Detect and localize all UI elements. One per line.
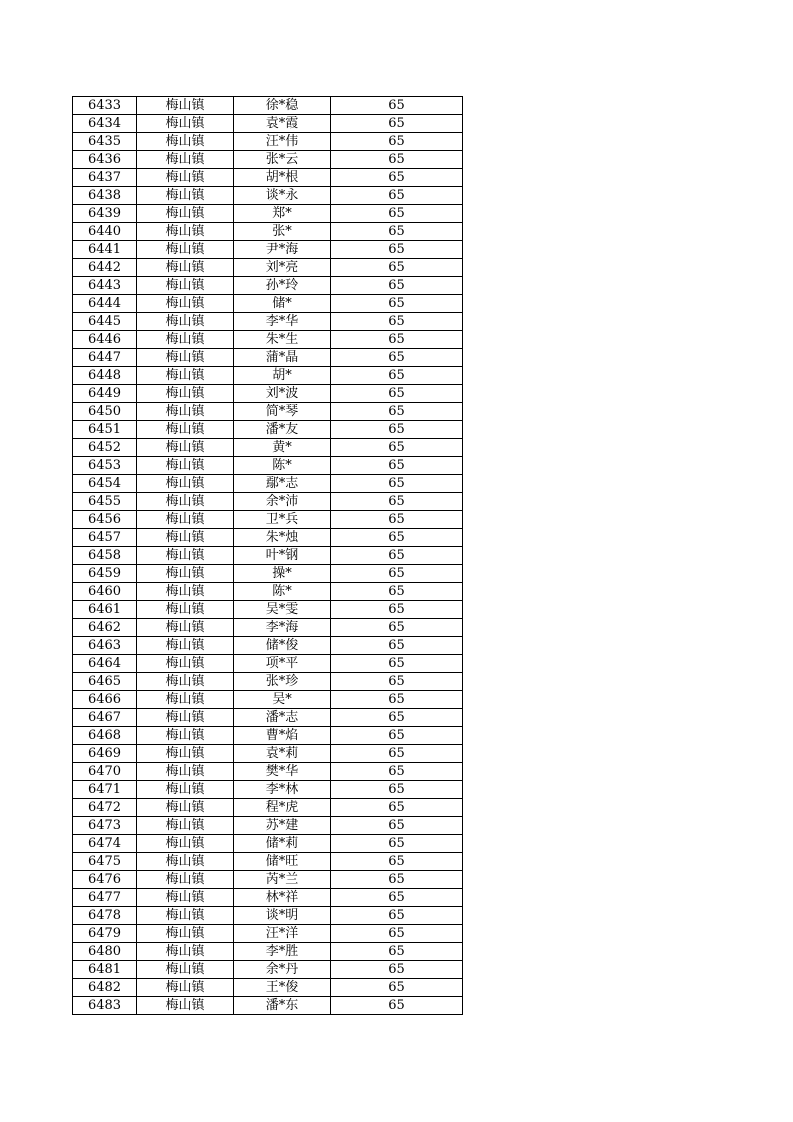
row-number-cell: 6463	[73, 637, 137, 655]
row-number-cell: 6456	[73, 511, 137, 529]
row-number-cell: 6443	[73, 277, 137, 295]
town-cell: 梅山镇	[137, 457, 234, 475]
amount-cell: 65	[331, 493, 463, 511]
row-number-cell: 6433	[73, 97, 137, 115]
table-row	[73, 133, 463, 151]
table-row	[73, 601, 463, 619]
name-cell: 刘*亮	[234, 259, 331, 277]
town-cell: 梅山镇	[137, 637, 234, 655]
town-cell: 梅山镇	[137, 565, 234, 583]
town-cell: 梅山镇	[137, 673, 234, 691]
town-cell: 梅山镇	[137, 745, 234, 763]
name-cell: 项*平	[234, 655, 331, 673]
amount-cell: 65	[331, 943, 463, 961]
town-cell: 梅山镇	[137, 583, 234, 601]
row-number-cell: 6480	[73, 943, 137, 961]
name-cell: 吴*	[234, 691, 331, 709]
table-row	[73, 799, 463, 817]
name-cell: 郑*	[234, 205, 331, 223]
row-number-cell: 6444	[73, 295, 137, 313]
table-row	[73, 385, 463, 403]
table-row	[73, 97, 463, 115]
table-row	[73, 403, 463, 421]
row-number-cell: 6475	[73, 853, 137, 871]
name-cell: 李*华	[234, 313, 331, 331]
town-cell: 梅山镇	[137, 169, 234, 187]
row-number-cell: 6459	[73, 565, 137, 583]
row-number-cell: 6442	[73, 259, 137, 277]
name-cell: 黄*	[234, 439, 331, 457]
town-cell: 梅山镇	[137, 511, 234, 529]
name-cell: 芮*兰	[234, 871, 331, 889]
table-row	[73, 565, 463, 583]
name-cell: 徐*稳	[234, 97, 331, 115]
town-cell: 梅山镇	[137, 133, 234, 151]
amount-cell: 65	[331, 223, 463, 241]
name-cell: 刘*波	[234, 385, 331, 403]
town-cell: 梅山镇	[137, 853, 234, 871]
row-number-cell: 6470	[73, 763, 137, 781]
town-cell: 梅山镇	[137, 151, 234, 169]
row-number-cell: 6451	[73, 421, 137, 439]
row-number-cell: 6445	[73, 313, 137, 331]
town-cell: 梅山镇	[137, 547, 234, 565]
table-row	[73, 871, 463, 889]
town-cell: 梅山镇	[137, 979, 234, 997]
amount-cell: 65	[331, 835, 463, 853]
amount-cell: 65	[331, 601, 463, 619]
table-row	[73, 115, 463, 133]
name-cell: 储*莉	[234, 835, 331, 853]
amount-cell: 65	[331, 673, 463, 691]
town-cell: 梅山镇	[137, 943, 234, 961]
name-cell: 余*丹	[234, 961, 331, 979]
table-row	[73, 727, 463, 745]
row-number-cell: 6438	[73, 187, 137, 205]
name-cell: 樊*华	[234, 763, 331, 781]
town-cell: 梅山镇	[137, 295, 234, 313]
amount-cell: 65	[331, 439, 463, 457]
table-row	[73, 781, 463, 799]
name-cell: 林*祥	[234, 889, 331, 907]
row-number-cell: 6474	[73, 835, 137, 853]
name-cell: 李*海	[234, 619, 331, 637]
amount-cell: 65	[331, 295, 463, 313]
table-row	[73, 241, 463, 259]
table-row	[73, 475, 463, 493]
row-number-cell: 6450	[73, 403, 137, 421]
amount-cell: 65	[331, 115, 463, 133]
row-number-cell: 6477	[73, 889, 137, 907]
name-cell: 储*	[234, 295, 331, 313]
table-row	[73, 835, 463, 853]
amount-cell: 65	[331, 979, 463, 997]
row-number-cell: 6471	[73, 781, 137, 799]
row-number-cell: 6472	[73, 799, 137, 817]
town-cell: 梅山镇	[137, 475, 234, 493]
name-cell: 陈*	[234, 457, 331, 475]
row-number-cell: 6460	[73, 583, 137, 601]
table-row	[73, 259, 463, 277]
name-cell: 谈*明	[234, 907, 331, 925]
town-cell: 梅山镇	[137, 205, 234, 223]
amount-cell: 65	[331, 853, 463, 871]
table-row	[73, 961, 463, 979]
name-cell: 袁*莉	[234, 745, 331, 763]
name-cell: 叶*钢	[234, 547, 331, 565]
amount-cell: 65	[331, 889, 463, 907]
amount-cell: 65	[331, 781, 463, 799]
town-cell: 梅山镇	[137, 961, 234, 979]
name-cell: 潘*友	[234, 421, 331, 439]
name-cell: 胡*	[234, 367, 331, 385]
table-row	[73, 817, 463, 835]
row-number-cell: 6441	[73, 241, 137, 259]
town-cell: 梅山镇	[137, 259, 234, 277]
amount-cell: 65	[331, 385, 463, 403]
name-cell: 程*虎	[234, 799, 331, 817]
row-number-cell: 6464	[73, 655, 137, 673]
town-cell: 梅山镇	[137, 241, 234, 259]
amount-cell: 65	[331, 565, 463, 583]
table-body	[73, 97, 463, 1015]
amount-cell: 65	[331, 691, 463, 709]
row-number-cell: 6482	[73, 979, 137, 997]
row-number-cell: 6454	[73, 475, 137, 493]
amount-cell: 65	[331, 349, 463, 367]
name-cell: 苏*建	[234, 817, 331, 835]
town-cell: 梅山镇	[137, 277, 234, 295]
name-cell: 操*	[234, 565, 331, 583]
town-cell: 梅山镇	[137, 907, 234, 925]
table-row	[73, 511, 463, 529]
town-cell: 梅山镇	[137, 889, 234, 907]
row-number-cell: 6452	[73, 439, 137, 457]
table-row	[73, 673, 463, 691]
table-row	[73, 295, 463, 313]
amount-cell: 65	[331, 97, 463, 115]
town-cell: 梅山镇	[137, 817, 234, 835]
amount-cell: 65	[331, 187, 463, 205]
town-cell: 梅山镇	[137, 763, 234, 781]
table-row	[73, 151, 463, 169]
town-cell: 梅山镇	[137, 385, 234, 403]
table-row	[73, 529, 463, 547]
row-number-cell: 6453	[73, 457, 137, 475]
amount-cell: 65	[331, 403, 463, 421]
name-cell: 张*珍	[234, 673, 331, 691]
amount-cell: 65	[331, 241, 463, 259]
row-number-cell: 6458	[73, 547, 137, 565]
name-cell: 储*旺	[234, 853, 331, 871]
name-cell: 孙*玲	[234, 277, 331, 295]
row-number-cell: 6440	[73, 223, 137, 241]
name-cell: 谈*永	[234, 187, 331, 205]
amount-cell: 65	[331, 655, 463, 673]
table-row	[73, 421, 463, 439]
row-number-cell: 6434	[73, 115, 137, 133]
town-cell: 梅山镇	[137, 439, 234, 457]
name-cell: 朱*生	[234, 331, 331, 349]
table-row	[73, 853, 463, 871]
amount-cell: 65	[331, 637, 463, 655]
town-cell: 梅山镇	[137, 313, 234, 331]
name-cell: 鄢*志	[234, 475, 331, 493]
table-row	[73, 277, 463, 295]
town-cell: 梅山镇	[137, 223, 234, 241]
town-cell: 梅山镇	[137, 187, 234, 205]
table-row	[73, 637, 463, 655]
row-number-cell: 6473	[73, 817, 137, 835]
row-number-cell: 6462	[73, 619, 137, 637]
name-cell: 曹*焰	[234, 727, 331, 745]
row-number-cell: 6478	[73, 907, 137, 925]
table-row	[73, 709, 463, 727]
name-cell: 储*俊	[234, 637, 331, 655]
name-cell: 王*俊	[234, 979, 331, 997]
table-row	[73, 493, 463, 511]
row-number-cell: 6466	[73, 691, 137, 709]
amount-cell: 65	[331, 331, 463, 349]
amount-cell: 65	[331, 169, 463, 187]
name-cell: 吴*雯	[234, 601, 331, 619]
amount-cell: 65	[331, 745, 463, 763]
town-cell: 梅山镇	[137, 709, 234, 727]
table-row	[73, 187, 463, 205]
table-row	[73, 943, 463, 961]
amount-cell: 65	[331, 547, 463, 565]
amount-cell: 65	[331, 871, 463, 889]
table-row	[73, 925, 463, 943]
row-number-cell: 6449	[73, 385, 137, 403]
row-number-cell: 6468	[73, 727, 137, 745]
data-table	[72, 96, 463, 1015]
row-number-cell: 6483	[73, 997, 137, 1015]
table-row	[73, 313, 463, 331]
town-cell: 梅山镇	[137, 727, 234, 745]
town-cell: 梅山镇	[137, 997, 234, 1015]
row-number-cell: 6455	[73, 493, 137, 511]
table-row	[73, 367, 463, 385]
amount-cell: 65	[331, 367, 463, 385]
table-row	[73, 763, 463, 781]
name-cell: 陈*	[234, 583, 331, 601]
row-number-cell: 6469	[73, 745, 137, 763]
town-cell: 梅山镇	[137, 799, 234, 817]
table-row	[73, 997, 463, 1015]
name-cell: 张*	[234, 223, 331, 241]
town-cell: 梅山镇	[137, 781, 234, 799]
name-cell: 李*林	[234, 781, 331, 799]
table-row	[73, 169, 463, 187]
amount-cell: 65	[331, 583, 463, 601]
town-cell: 梅山镇	[137, 367, 234, 385]
amount-cell: 65	[331, 133, 463, 151]
table-row	[73, 331, 463, 349]
amount-cell: 65	[331, 817, 463, 835]
row-number-cell: 6457	[73, 529, 137, 547]
table-row	[73, 907, 463, 925]
amount-cell: 65	[331, 709, 463, 727]
amount-cell: 65	[331, 529, 463, 547]
row-number-cell: 6436	[73, 151, 137, 169]
row-number-cell: 6465	[73, 673, 137, 691]
town-cell: 梅山镇	[137, 493, 234, 511]
town-cell: 梅山镇	[137, 835, 234, 853]
name-cell: 张*云	[234, 151, 331, 169]
name-cell: 李*胜	[234, 943, 331, 961]
amount-cell: 65	[331, 205, 463, 223]
name-cell: 余*沛	[234, 493, 331, 511]
row-number-cell: 6439	[73, 205, 137, 223]
table-row	[73, 223, 463, 241]
table-row	[73, 619, 463, 637]
name-cell: 蒲*晶	[234, 349, 331, 367]
table-row	[73, 979, 463, 997]
amount-cell: 65	[331, 151, 463, 169]
amount-cell: 65	[331, 925, 463, 943]
table-row	[73, 745, 463, 763]
town-cell: 梅山镇	[137, 925, 234, 943]
amount-cell: 65	[331, 619, 463, 637]
row-number-cell: 6461	[73, 601, 137, 619]
town-cell: 梅山镇	[137, 529, 234, 547]
amount-cell: 65	[331, 997, 463, 1015]
amount-cell: 65	[331, 421, 463, 439]
amount-cell: 65	[331, 763, 463, 781]
town-cell: 梅山镇	[137, 619, 234, 637]
table-row	[73, 583, 463, 601]
name-cell: 卫*兵	[234, 511, 331, 529]
table-row	[73, 547, 463, 565]
town-cell: 梅山镇	[137, 871, 234, 889]
row-number-cell: 6446	[73, 331, 137, 349]
amount-cell: 65	[331, 727, 463, 745]
name-cell: 朱*烛	[234, 529, 331, 547]
amount-cell: 65	[331, 313, 463, 331]
town-cell: 梅山镇	[137, 655, 234, 673]
amount-cell: 65	[331, 961, 463, 979]
row-number-cell: 6435	[73, 133, 137, 151]
name-cell: 胡*根	[234, 169, 331, 187]
table-row	[73, 889, 463, 907]
name-cell: 汪*洋	[234, 925, 331, 943]
row-number-cell: 6476	[73, 871, 137, 889]
name-cell: 汪*伟	[234, 133, 331, 151]
row-number-cell: 6447	[73, 349, 137, 367]
amount-cell: 65	[331, 457, 463, 475]
table-row	[73, 691, 463, 709]
town-cell: 梅山镇	[137, 115, 234, 133]
town-cell: 梅山镇	[137, 691, 234, 709]
name-cell: 潘*志	[234, 709, 331, 727]
town-cell: 梅山镇	[137, 97, 234, 115]
amount-cell: 65	[331, 799, 463, 817]
table-row	[73, 439, 463, 457]
name-cell: 简*琴	[234, 403, 331, 421]
row-number-cell: 6467	[73, 709, 137, 727]
table-row	[73, 349, 463, 367]
town-cell: 梅山镇	[137, 601, 234, 619]
town-cell: 梅山镇	[137, 331, 234, 349]
amount-cell: 65	[331, 259, 463, 277]
name-cell: 潘*东	[234, 997, 331, 1015]
town-cell: 梅山镇	[137, 403, 234, 421]
amount-cell: 65	[331, 277, 463, 295]
amount-cell: 65	[331, 475, 463, 493]
table-row	[73, 655, 463, 673]
amount-cell: 65	[331, 511, 463, 529]
amount-cell: 65	[331, 907, 463, 925]
row-number-cell: 6448	[73, 367, 137, 385]
table-row	[73, 205, 463, 223]
town-cell: 梅山镇	[137, 349, 234, 367]
name-cell: 袁*霞	[234, 115, 331, 133]
row-number-cell: 6481	[73, 961, 137, 979]
row-number-cell: 6479	[73, 925, 137, 943]
town-cell: 梅山镇	[137, 421, 234, 439]
table-row	[73, 457, 463, 475]
row-number-cell: 6437	[73, 169, 137, 187]
name-cell: 尹*海	[234, 241, 331, 259]
